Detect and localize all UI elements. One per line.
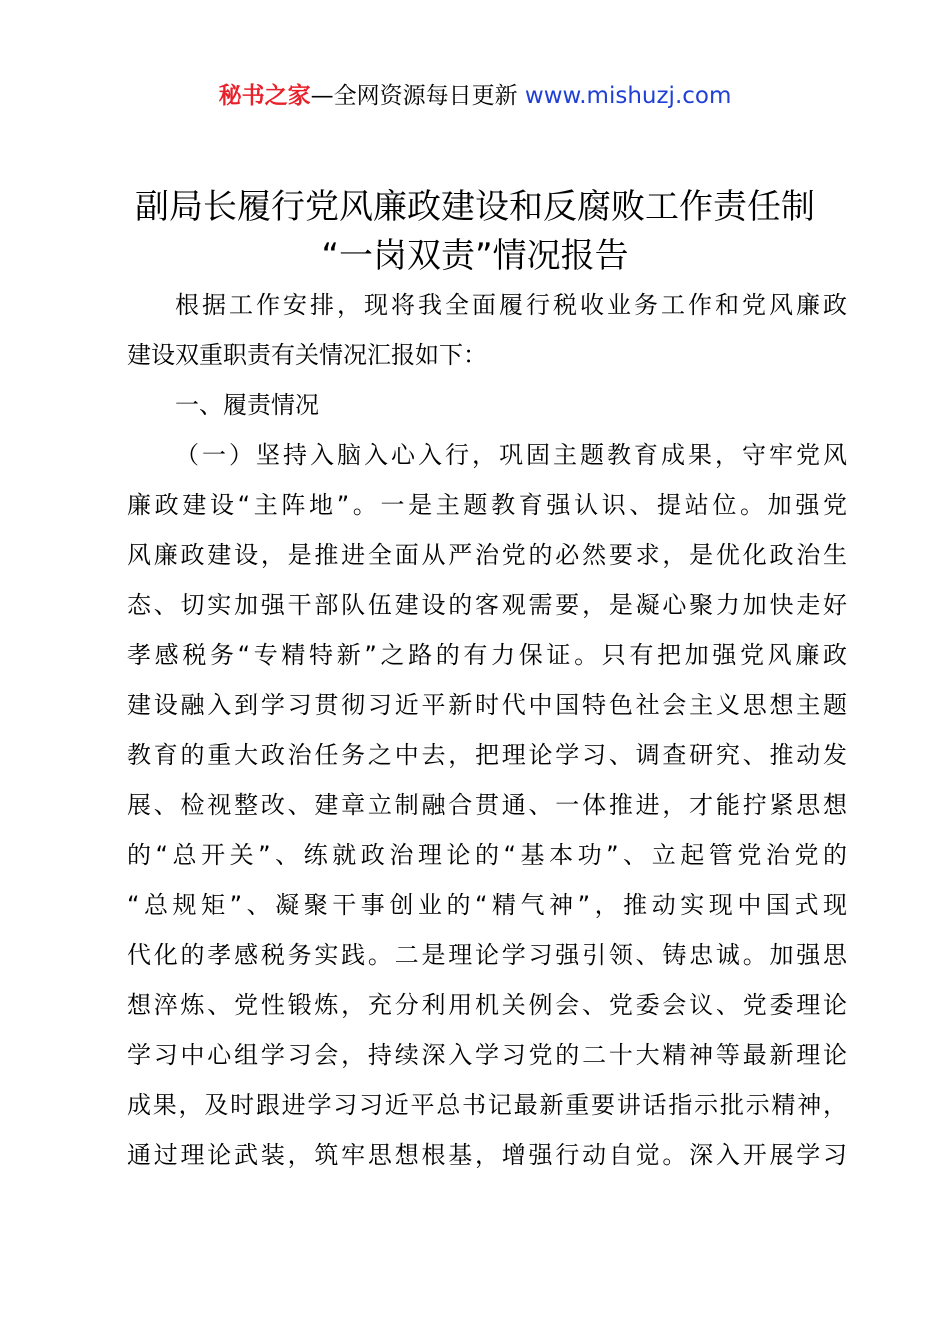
text-line: 建设双重职责有关情况汇报如下：	[127, 341, 487, 369]
text-line: 学习中心组学习会，持续深入学习党的二十大精神等最新理论	[127, 1041, 847, 1069]
text-line: 代化的孝感税务实践。二是理论学习强引领、铸忠诚。加强思	[127, 941, 847, 969]
section-heading-text: 一、履责情况	[175, 391, 319, 419]
section-heading	[127, 380, 847, 430]
site-header	[0, 80, 950, 112]
text-line: 成果，及时跟进学习习近平总书记最新重要讲话指示批示精神，	[127, 1091, 847, 1119]
site-brand: 秘书之家	[218, 83, 311, 109]
site-url-link[interactable]: www.mishuzj.com	[524, 83, 732, 109]
text-line: 的“总开关”、练就政治理论的“基本功”、立起管党治党的	[127, 841, 847, 869]
text-line: 建设融入到学习贯彻习近平新时代中国特色社会主义思想主题	[127, 691, 847, 719]
document-title-line-1: 副局长履行党风廉政建设和反腐败工作责任制	[135, 187, 815, 227]
text-line: 根据工作安排，现将我全面履行税收业务工作和党风廉政	[175, 291, 847, 319]
intro-paragraph	[127, 280, 847, 380]
body-paragraph-1	[127, 430, 847, 1180]
text-line: “总规矩”、凝聚干事创业的“精气神”，推动实现中国式现	[127, 891, 847, 919]
text-line: 廉政建设“主阵地”。一是主题教育强认识、提站位。加强党	[127, 491, 847, 519]
text-line: 孝感税务“专精特新”之路的有力保证。只有把加强党风廉政	[127, 641, 847, 669]
text-line: 通过理论武装，筑牢思想根基，增强行动自觉。深入开展学习	[127, 1141, 847, 1169]
document-title-line-2: “一岗双责”情况报告	[321, 236, 629, 276]
text-line: 想淬炼、党性锻炼，充分利用机关例会、党委会议、党委理论	[127, 991, 847, 1019]
text-line: 展、检视整改、建章立制融合贯通、一体推进，才能拧紧思想	[127, 791, 847, 819]
text-line: （一）坚持入脑入心入行，巩固主题教育成果，守牢党风	[175, 441, 847, 469]
text-line: 风廉政建设，是推进全面从严治党的必然要求，是优化政治生	[127, 541, 847, 569]
text-line: 教育的重大政治任务之中去，把理论学习、调查研究、推动发	[127, 741, 847, 769]
site-slogan: —全网资源每日更新	[310, 83, 525, 109]
text-line: 态、切实加强干部队伍建设的客观需要，是凝心聚力加快走好	[127, 591, 847, 619]
